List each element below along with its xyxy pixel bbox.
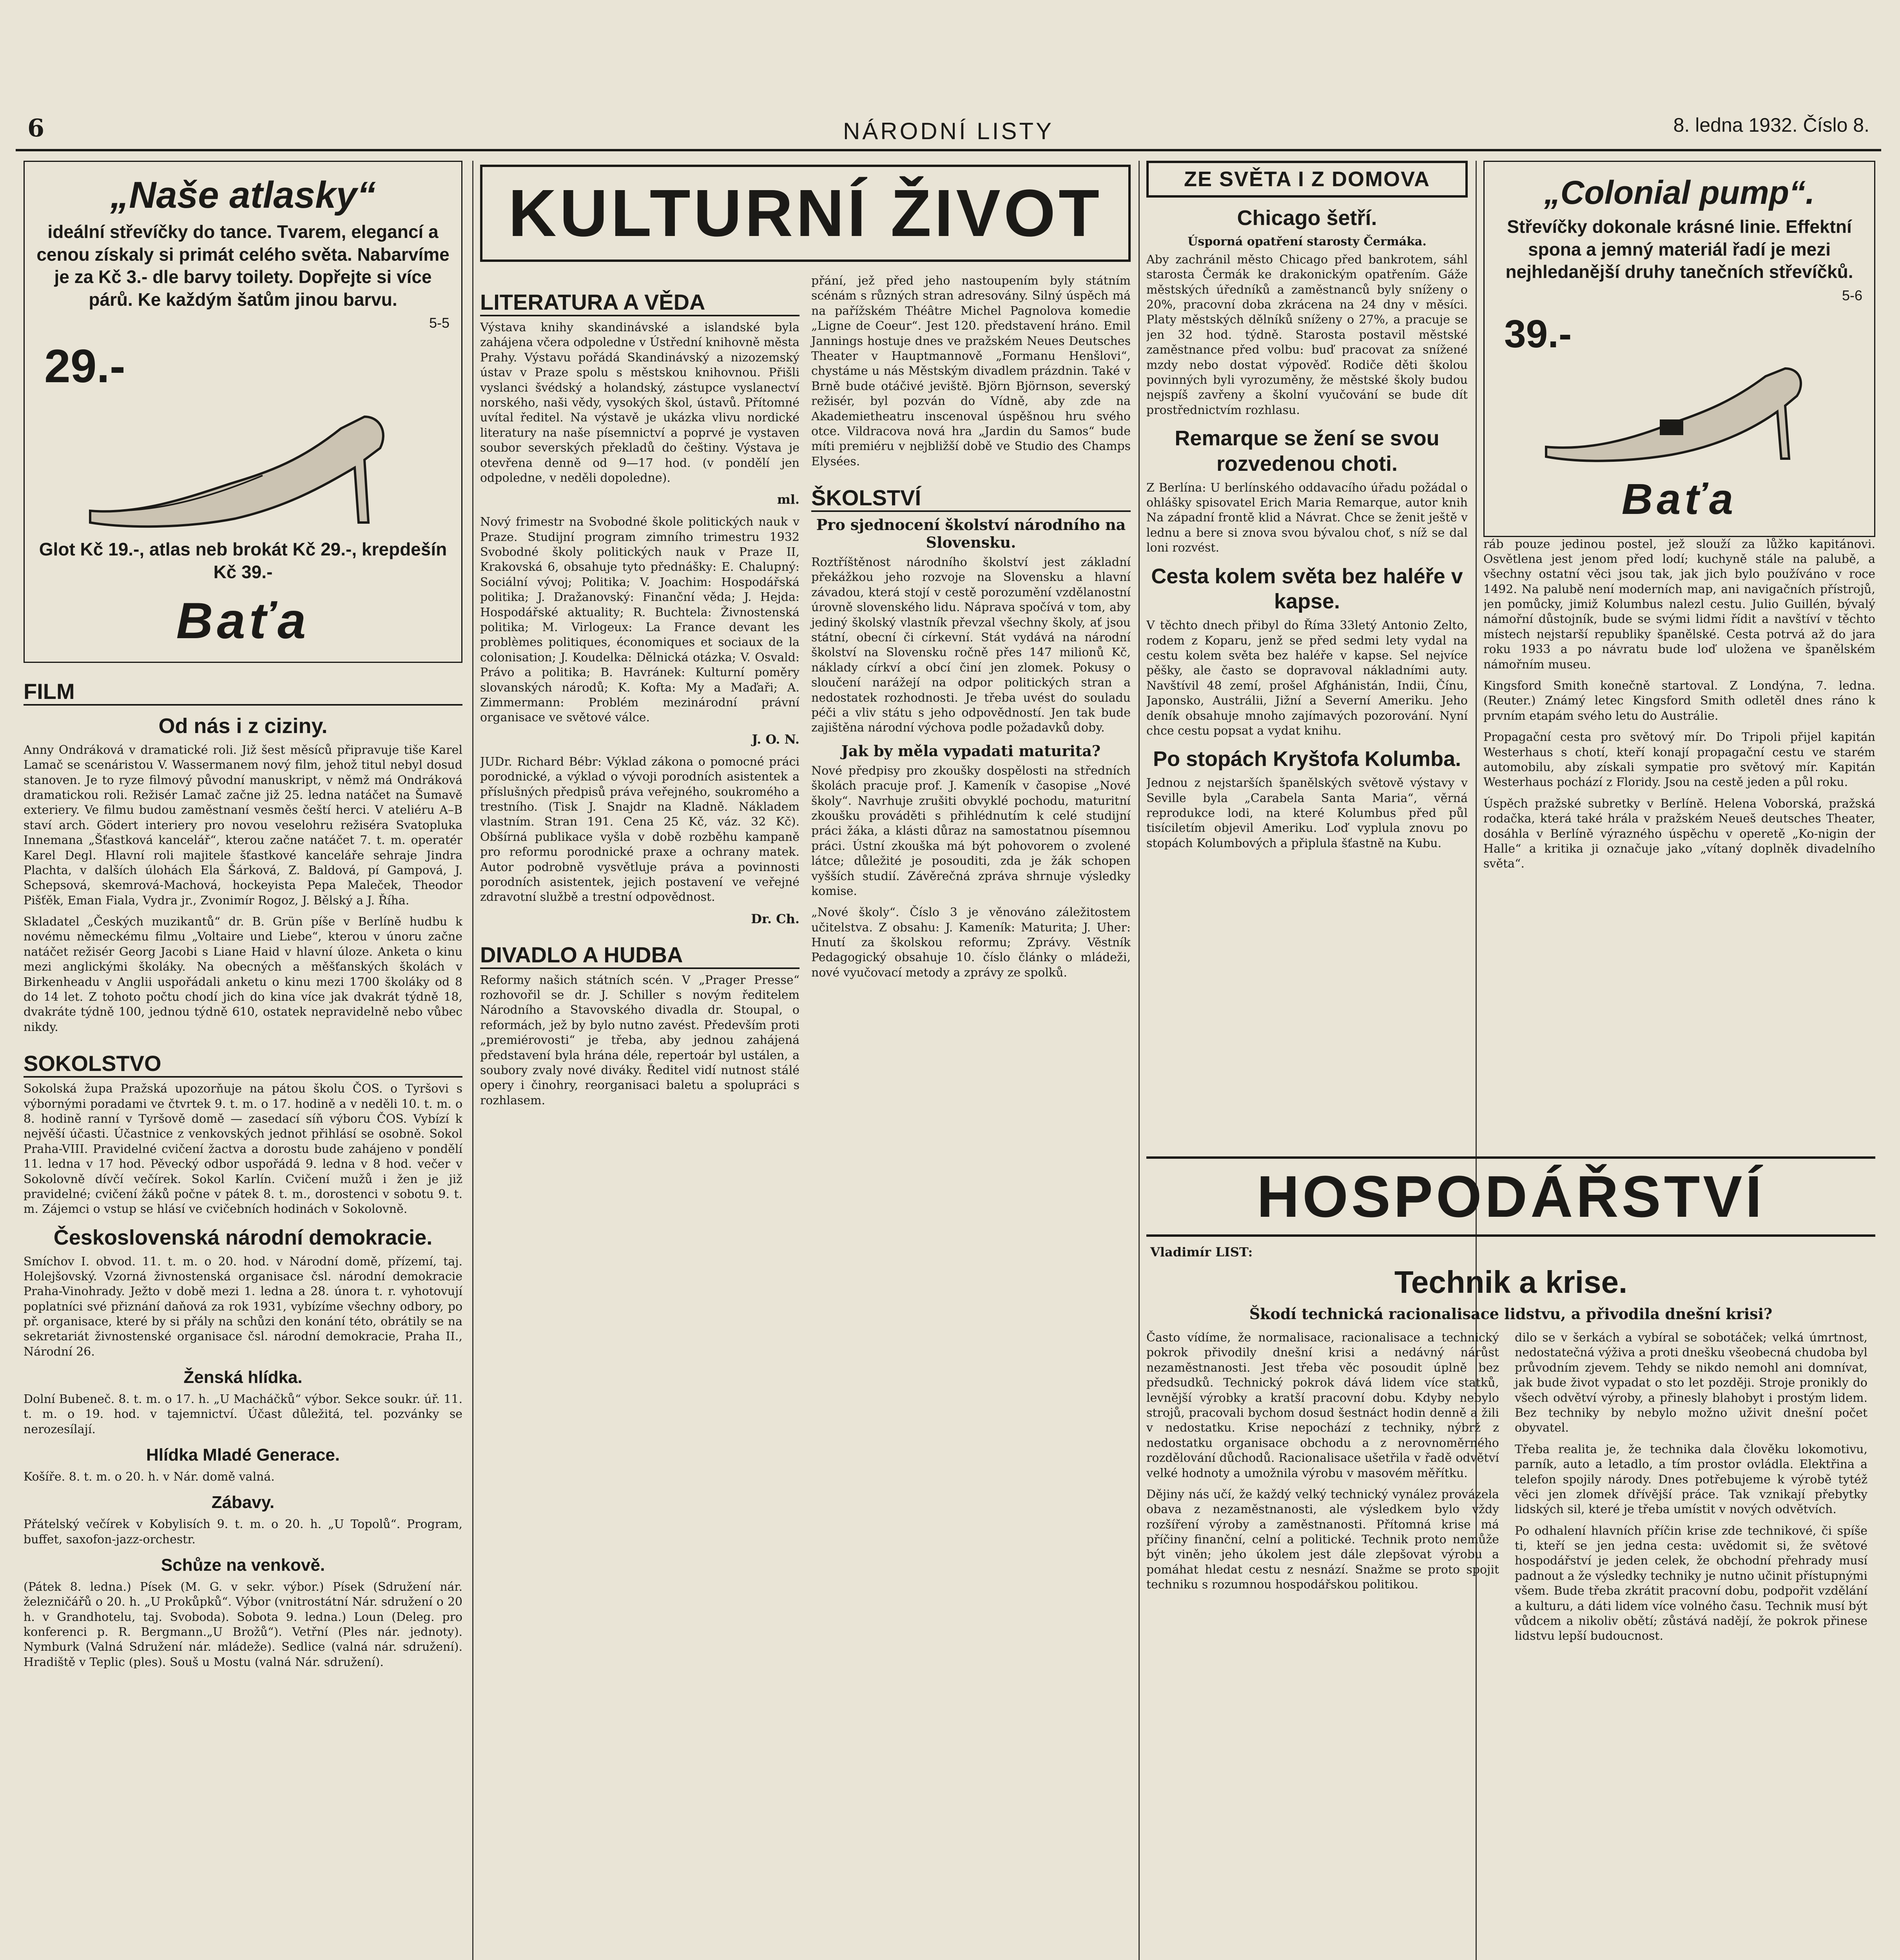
article-divadlo: Reformy našich státních scén. V „Prager Presse“ rozhovořil se dr. J. Schiller s novým ředitelem Národního a Stavovského divadla dr. Stoupal, o reformách, jež by bylo nutno zavést. Především proti „premiérovosti“ je třeba, aby jednou zahájená představení byla hrána déle, repertoár byl ustálen, a soubory zvaly nové diváky. Ředitel vidí nutnost stálé opery i činohry, reorganisaci baletu a spolupráci s rozhlasem. <box>480 973 800 1107</box>
headline-mladi: Hlídka Mladé Generace. <box>146 1445 340 1465</box>
culture-section <box>480 165 1131 1960</box>
ad-copy: Střevíčky dokonale krásné linie. Effektní spona a jemný materiál řadí je mezi nejhledanější druhy tanečních střevíčků. <box>1505 216 1853 282</box>
headline-zabavy: Zábavy. <box>211 1493 275 1512</box>
article-kolumb-continued: ráb pouze jedinou postel, jež slouží za lůžko kapitánovi. Osvětlena jest jenom před lodí; kuchyně stále na palubě, a všechny ostatní věci jsou tak, jak jich bylo používáno v roce 1492. Na palubě není moderních map, ani navigačních přístrojů, jen pomůcky, jimiž Kolumbus nalezl cestu. Julio Guillén, bývalý námořní důstojník, bude se svými lidmi řídit a navštíví v těchto místech nejstarší republiky španělské. Cesta potrvá až do jara roku 1933 a po návratu bude loď uložena ve španělském námořním museu. <box>1483 537 1875 671</box>
culture-column-a <box>480 274 800 1114</box>
headline-skolstvi: Pro sjednocení školství národního na Slovensku. <box>816 516 1126 552</box>
article-divadlo-continued: přání, jež před jeho nastoupením byly státním scénám s různých stran adresovány. Silný úspěch má na pařížském Théâtre Michel Pagnolova komedie „Ligne de Coeur“. Jest 120. představení hráno. Emil Jannings hostuje dnes ve pražském Neues Deutsches Theater v Hauptmannově „Formanu Henšlovi“, chystáme u nás Městským divadlem prázdnin. Také v Brně bude otáčivé jeviště. Björn Björnson, severský režisér, byl pozván do Vídně, aby zde na Akademietheatru inscenoval úspěšnou hru svého otce. Vildracova nová hra „Jardin du Samos“ bude míti premiéru v nejbližší době ve Studio des Champs Elysées. <box>811 274 1131 468</box>
ad-note: Glot Kč 19.-, atlas neb brokát Kč 29.-, krepdešín Kč 39.- <box>39 539 447 582</box>
ad-copy: ideální střevíčky do tance. Tvarem, elegancí a cenou získaly si primát celého světa. Nabarvíme je za Kč 3.- dle barvy toilety. Dopřejte si více párů. Ke každým šatům jinou barvu. <box>36 221 450 310</box>
article-trimestr: Nový frimestr na Svobodné škole politických nauk v Praze. Studijní program zimního trimestru 1932 Svobodné školy politických nauk v Praze II, Krakovská 6, obsahuje tyto přednášky: E. Chalupný: Sociální vývoj; Politika; V. Joachim: Hospodářská politika; J. Dražanovský: Finanční věda; J. Hejda: Hospodářské aktuality; R. Buchtela: Živnostenská politika; M. Virlogeux: La France devant les problèmes politiques, économiques et sociaux de la colonisation; J. Koudelka: Dělnická otázka; V. Osvald: Právo a politika; B. Havránek: Kulturní poměry slovanských národů; K. Kofta: My a Maďaři; A. Zimmermann: Problém mezinárodní právní organisace ve světové válce. <box>480 515 800 725</box>
headline-remarque: Remarque se žení se svou rozvedenou choti. <box>1175 426 1440 475</box>
ad-price: 29.- <box>44 340 125 392</box>
byline: ml. <box>777 492 800 507</box>
subheadline-chicago: Úsporná opatření starosty Čermáka. <box>1188 234 1427 249</box>
section-skolstvi: ŠKOLSTVÍ <box>811 485 1131 512</box>
headline-kapse: Cesta kolem světa bez haléře v kapse. <box>1151 564 1463 613</box>
headline-schuze: Schůze na venkově. <box>161 1555 325 1575</box>
masthead <box>16 114 1881 151</box>
section-title-ze-sveta: ZE SVĚTA I Z DOMOVA <box>1146 161 1468 198</box>
section-title-kulturni-zivot: KULTURNÍ ŽIVOT <box>480 165 1131 262</box>
article-vystava: Výstava knihy skandinávské a islandské byla zahájena včera odpoledne v Ústřední knihovně města Prahy. Výstavu pořádá Skandinávský a nizozemský ústav v Praze spolu s městskou knihovnou. Přišli vyslanci švédský a holandský, zástupce vyslanectví norského, naši vědy, vysokých škol, ústavů. Přítomné uvítal ředitel. Na výstavě je ukázka vlivu nordické literatury na naše písemnictví a poprvé je vystaven soubor severských překladů do češtiny. Výstava je otevřena denně od 9—17 hod. (v pondělí jen odpoledne, v neděli dopoledne). <box>480 321 800 485</box>
article-zabavy: Přátelský večírek v Kobylisích 9. t. m. o 20. h. „U Topolů“. Program, buffet, saxofon-jazz-orchestr. <box>24 1517 462 1546</box>
headline-film: Od nás i z ciziny. <box>158 714 328 738</box>
ad-headline: „Naše atlasky“ <box>110 174 376 216</box>
headline-maturita: Jak by měla vypadati maturita? <box>841 742 1101 760</box>
article-maturita: Nové předpisy pro zkoušky dospělosti na středních školách pracuje prof. J. Kameník v časopise „Nové školy“. Navrhuje zrušiti obvyklé pochodu, maturitní zkoušku prováděti s přihlédnutím k celé studijní práci žáka, a klásti důraz na samostatnou písemnou práci. Ústní zkouška má být pohovorem o zvolené látce; důležité je posouditi, zda je žák schopen vyšších studií. Závěrečná zpráva shrnuje výsledky komise. <box>811 764 1131 898</box>
article-zenska: Dolní Bubeneč. 8. t. m. o 17. h. „U Macháčků“ výbor. Sekce soukr. úř. 11. t. m. o 19. hod. v tajemnictví. Účast důležitá, tel. pozvánky se nerozesílají. <box>24 1392 462 1436</box>
article-mladi: Košíře. 8. t. m. o 20. h. v Nár. domě valná. <box>24 1470 275 1484</box>
ad-code: 5-6 <box>1842 287 1862 303</box>
bata-logo: Baťa <box>176 592 310 649</box>
column-right <box>1483 161 1875 1138</box>
page-number: 6 <box>27 114 45 142</box>
headline-chicago: Chicago šetří. <box>1237 206 1377 230</box>
article-sokolstvo: Sokolská župa Pražská upozorňuje na pátou školu ČOS. o Tyršovi s výbornými poradami ve čtvrtek 9. t. m. o 17. hodině a v neděli 10. t. m. o 8. hodině ranní v Tyršově domě — zasedací síň výboru ČOS. Vybízí k nejvěší účasti. Účastnice z venkovských jednot přihlásí se osobně. Sokol Praha-VIII. Pravidelné cvičení žactva a dorostu bude zahájeno v pondělí 11. ledna v 17 hod. Pěvecký odbor uspořádá 9. ledna v 8 hod. večer v Sokolovně dívčí večírek. Sokol Karlín. Cvičení mužů i žen je již pravidelné; cvičení žáků počne v pátek 8. t. m., dorostenci v sobotu 9. t. m. Zájemci o vstup se hlásí ve cvičebních hodinách v Sokolovně. <box>24 1082 462 1216</box>
issue-date: 8. ledna 1932. Číslo 8. <box>1673 114 1869 136</box>
article-technik-3: dilo se v šerkách a vybíral se sobotáček; velká úmrtnost, nedostatečná výživa a proti dnešku všeobecná chudoba byl průvodním zjevem. Tehdy se nikdo nemohl ani domnívat, jak bude život vypadat o sto let později. Stroje pronikly do všech odvětví výroby, a přinesly blahobyt i prostým lidem. Bez techniky by nebylo možno uživit dnešní počet obyvatel. <box>1515 1331 1867 1435</box>
bata-logo: Baťa <box>1621 475 1737 523</box>
economy-column-a <box>1146 1330 1499 1650</box>
article-technik: Často vídíme, že normalisace, racionalisace a technický pokrok přivodily dnešní krisi a nedávný nárůst nezaměstnanosti. Jest třeba věc posoudit úplně bez předsudků. Technický pokrok dává lidem více statků, levnější výrobky a kratší pracovní dobu. Kdyby nebylo strojů, pracovali bychom dosud šestnáct hodin denně a žili v nedostatku. Krise nepochází z techniky, nýbrž z nedostatku organisace obchodu a z nerovnoměrného rozdělování důchodů. Racionalisace ušetřila v řadě odvětví velké hodnoty a umožnila výrobu v masovém měřítku. <box>1146 1331 1499 1480</box>
article-subretka: Úspěch pražské subretky v Berlíně. Helena Voborská, pražská rodačka, která také hrála v pražském Neueš deutsches Theater, dosáhla v Berlíně výrazného úspěchu v operetě „Ko-nigin der Halle“ a kritika ji označuje jako „vítaný doplněk divadelního světa“. <box>1483 797 1875 871</box>
article-film-2: Skladatel „Českých muzikantů“ dr. B. Grün píše v Berlíně hudbu k novému německému filmu „Voltaire und Liebe“, kterou v únoru začne natáčet režisér Georg Jacobi s Liane Haid v hlavní úloze. Anketa o kinu mezi anglickými školáky. Na obecných a měšťanských školách v Birkenheadu v Anglii uspořádali anketu o kinu mezi 1700 školáky od 8 do 14 let. Z tohoto počtu chodí jich do kina více jak dvakrát týdně 18, dvakráte týdně 100, jednou týdně 610, ostatek nepravidelně nebo vůbec nikdy. <box>24 915 462 1034</box>
economy-column-b <box>1515 1330 1867 1650</box>
bata-ad-left <box>24 161 462 663</box>
headline-technik: Technik a krise. <box>1394 1265 1628 1299</box>
article-cnd: Smíchov I. obvod. 11. t. m. o 20. hod. v Národní domě, přízemí, taj. Holejšovský. Vzorná živnostenská organisace čsl. národní demokracie Praha-Vinohrady. Ježto v době mezi 1. ledna a 28. února t. r. vyhotovují poplatníci své přiznání daňová za rok 1931, vybízíme všechny odbory, po př. organisace, které by si přály na schůzi den konání této, obrátily se na sekretariát živnostenské organisace čsl. národní demokracie, Praha II., Národní 26. <box>24 1254 462 1359</box>
article-kingsford: Kingsford Smith konečně startoval. Z Londýna, 7. ledna. (Reuter.) Známý letec Kingsford Smith odletěl dnes ráno k prvním etapám svého letu do Austrálie. <box>1483 679 1875 723</box>
ad-code: 5-5 <box>429 315 450 331</box>
article-remarque: Z Berlína: U berlínského oddavacího úřadu požádal o ohlášky spisovatel Erich Maria Remarque, autor knih Na západní frontě klid a Návrat. Chce se ženit ještě v lednu a bere si znova svou bývalou choť, s níž se dal loni rozvést. <box>1146 481 1468 555</box>
article-technik-2: Dějiny nás učí, že každý velký technický vynález provázela obava z nezaměstnanosti, ale výsledkem bylo vždy rozšíření výroby a zaměstnanosti. Přítomná krise má příčiny finanční, celní a politické. Technik proto nemůže být viněn; jeho úkolem jest dále zlepšovat výrobu a pomáhat hledat cestu z nesnází. Snažme se proto spojit techniku s rozumnou hospodářskou politikou. <box>1146 1487 1499 1592</box>
shoe-illustration <box>67 393 419 534</box>
article-technik-5: Po odhalení hlavních příčin krise zde technikové, či spíše ti, kteří se jen jedna cesta: uvědomit si, že světové hospodářství je jeden celek, že obchodní přehrady musí padnout a že výsledky techniky je nutno učinit přístupnými všem. Bude třeba zkrátit pracovní dobu, podpořit vzdělání a kulturu, a dáti lidem více volného času. Technik musí být vůdcem a nikoliv obětí; zůstává nadějí, že pokrok přinese lidstvu lepší budoucnost. <box>1515 1524 1867 1643</box>
column-rule <box>1139 161 1140 1960</box>
bata-ad-right <box>1483 161 1875 537</box>
article-skolstvi: Roztříštěnost národního školství jest základní překážkou jeho rozvoje na Slovensku a hlavní závadou, která stojí v cestě porozumění vzdělanostní úrovně slovenského lidu. Náprava spočívá v tom, aby jediný školský vlastník převzal všechny školy, ať jsou státní, obecní či církevní. Stát vydává na národní školství na Slovensku ročně přes 147 milionů Kč, náklady církví a obcí činí jen zlomek. Pokusy o sloučení narážejí na odpor politických stran a nedostatek rozhodnosti. Je třeba uvést do souladu péči a vliv státu s jeho odpovědností. Jen tak bude zajištěna národní výchova podle požadavků doby. <box>811 555 1131 735</box>
article-schuze: (Pátek 8. ledna.) Písek (M. G. v sekr. výbor.) Písek (Sdružení nár. železničářů o 20. h. „U Prokůpků“. Výbor (vnitrostátní Nár. sdružení o 20 h. v Grandhotelu, taj. Svoboda). Sobota 9. ledna.) Loun (Deleg. pro konferenci p. R. Bergmann.„U Brožů“). Vetřní (Ples nár. jednoty). Nymburk (Valná Sdružení nár. mládeže). Sedlice (valná nár. sdružení). Hradiště v Teplic (ples). Souš u Mostu (valná Nár. sdružení). <box>24 1580 462 1669</box>
headline-cnd: Československá národní demokracie. <box>53 1225 433 1249</box>
section-title-hospodarstvi: HOSPODÁŘSTVÍ <box>1146 1156 1875 1237</box>
article-propagace: Propagační cesta pro světový mír. Do Tripoli přijel kapitán Westerhaus s chotí, kteří konají propagační cestu ve starém automobilu, aby získali sympatie pro světový mír. Kapitán Westerhaus pochází z Floridy. Jsou na cestě jeden a půl roku. <box>1483 730 1875 789</box>
shoe-illustration <box>1530 357 1828 466</box>
subheadline-technik: Škodí technická racionalisace lidstvu, a přivodila dnešní krisi? <box>1249 1305 1773 1323</box>
byline: Dr. Ch. <box>751 911 800 926</box>
newspaper-title: NÁRODNÍ LISTY <box>843 118 1054 144</box>
byline: J. O. N. <box>752 731 800 747</box>
author: Vladimír LIST: <box>1150 1245 1253 1259</box>
section-film: FILM <box>24 679 462 706</box>
article-technik-4: Třeba realita je, že technika dala člověku lokomotivu, parník, auto a letadlo, a tím prostor ovládla. Elektřina a telefon spojily národy. Dnes potřebujeme k výrobě tytéž věci jen zlomek dřívější práce. Tak vznikají přebytky lidských sil, které je třeba umístit v nových odvětvích. <box>1515 1442 1867 1517</box>
section-literatura: LITERATURA A VĚDA <box>480 289 800 316</box>
ad-price: 39.- <box>1504 312 1572 356</box>
headline-kolumb: Po stopách Kryštofa Kolumba. <box>1153 747 1461 771</box>
column-rule <box>472 161 473 1960</box>
article-kapse: V těchto dnech přibyl do Říma 33letý Antonio Zelto, rodem z Koparu, jenž se před sedmi lety vydal na cestu kolem světa bez haléře v kapse. Sel nejvíce pěšky, ale často se dopravoval nákladními auty. Navštívil 48 zemí, prošel Afghánistán, Indii, Čínu, Japonsko, Austrálii, Jižní a Severní Ameriku. Jeho deník obsahuje mnoho zajímavých pozorování. Nyní chce cestu popsat a vydat knihu. <box>1146 619 1468 738</box>
article-chicago: Aby zachránil město Chicago před bankrotem, sáhl starosta Čermák ke drakonickým opatřením. Gáže městských úředníků a zaměstnanců byly sníženy o 20%, pracovní doba zkrácena na 24 dny v měsíci. Platy městských dělníků sníženy o 27%, a pracuje se jen 32 hod. týdně. Starosta postavil městské zaměstnance před volbu: buď pracovat za snížené mzdy nebo dostat výpověď. Rodiče děti školou povinných byli vyrozuměny, že městské školy budou nejspíš zavřeny a školní vyučování se bude dít prostřednictvím rozhlasu. <box>1146 252 1468 417</box>
culture-column-b <box>811 274 1131 1114</box>
column-world <box>1146 161 1468 1138</box>
article-kolumb: Jednou z nejstarších španělských světově výstavy v Seville byla „Carabela Santa Maria“, věrná reprodukce lodi, na které Kolumbus před půl tisíciletím objevil Ameriku. Loď vyplula znovu po stopách Kolumbových a připlula šťastně na Kubu. <box>1146 776 1468 850</box>
ad-headline: „Colonial pump“. <box>1544 174 1815 211</box>
article-film: Anny Ondráková v dramatické roli. Již šest měsíců připravuje tiše Karel Lamač se scenáristou V. Wassermanem nový film, jehož titul nebyl dosud stanoven. Je to ryze filmový původní manuskript, v němž má Ondráková dramatickou roli. Režisér Lamač začne již 25. ledna natáčet na Šumavě exteriery. Ve filmu budou zaměstnaní vesměs čeští herci. V ateliéru A–B staví arch. Gödert interiery pro novou veselohru režiséra Svatopluka Innemana „Šťastková kancelář“, kterou začne natáčet 7. t. m. operatér Karel Degl. Hlavní roli majitele šťastkové kanceláře sehraje Jindra Plachta, v dalších úlohách Ela Šárková, Z. Baldová, pí Gampová, J. Schepsová, skemrová-Machová, hockeyista Pepa Maleček, Theodor Pišťěk, Eman Fiala, Vydra jr., Zvonimír Rogoz, J. Bělský a J. Říha. <box>24 743 462 907</box>
section-sokolstvo: SOKOLSTVO <box>24 1051 462 1078</box>
article-vestnik: „Nové školy“. Číslo 3 je věnováno záležitostem učitelstva. Z obsahu: J. Kameník: Maturita; J. Uher: Hnutí za školskou reformu; Zprávy. Věstník Pedagogický obsahuje 10. číslo články o mládeži, nové vyučovací metody a zprávy ze spolků. <box>811 906 1131 980</box>
section-divadlo: DIVADLO A HUDBA <box>480 942 800 969</box>
economy-section <box>1146 1156 1875 1960</box>
headline-zenska: Ženská hlídka. <box>183 1368 303 1387</box>
article-porodnice: JUDr. Richard Bébr: Výklad zákona o pomocné práci porodnické, a výklad o vývoji porodních asistentek a příslušných předpisů práva veřejného, soukromého a trestního. (Tisk J. Snajdr na Kladně. Nákladem vlastním. Stran 191. Cena 25 Kč, váz. 32 Kč). Obšírná publikace vyšla v době rozběhu kampaně pro reformu porodnické praxe a ochrany matek. Autor podrobně vysvětluje práva a povinnosti porodních asistentek, jejich postavení ve veřejné zdravotní službě a trestní odpovědnost. <box>480 755 800 904</box>
column-left <box>24 161 462 1960</box>
